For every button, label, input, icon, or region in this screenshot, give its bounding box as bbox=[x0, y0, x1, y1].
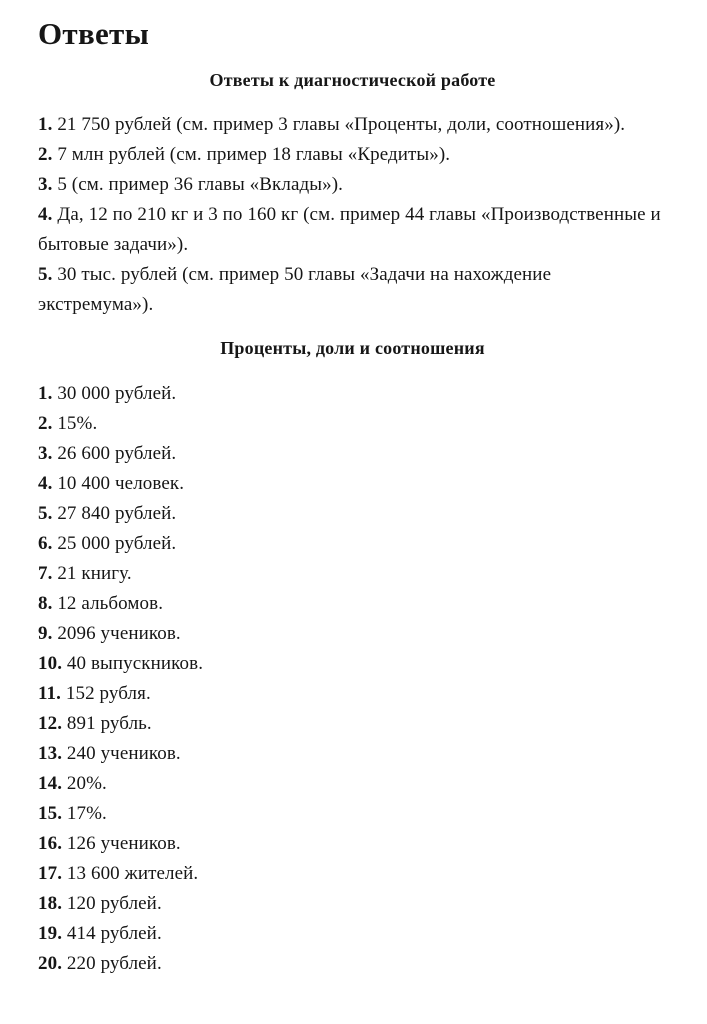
answer-number: 2. bbox=[38, 144, 53, 166]
answer-number: 20. bbox=[38, 952, 63, 974]
answer-number: 13. bbox=[38, 742, 63, 764]
answer-item bbox=[38, 799, 667, 829]
answer-text: 27 840 рублей. bbox=[57, 502, 177, 524]
answer-number: 11. bbox=[38, 682, 62, 704]
answer-text: 21 книгу. bbox=[57, 562, 132, 584]
answer-number: 3. bbox=[38, 174, 53, 196]
answer-item bbox=[38, 409, 667, 439]
answer-number: 6. bbox=[38, 532, 53, 554]
answer-text: Да, 12 по 210 кг и 3 по 160 кг (см. пример 44 главы «Производственные и бытовые задачи»). bbox=[38, 204, 661, 256]
section-heading: Ответы к диагностической работе bbox=[209, 69, 496, 90]
answer-item bbox=[38, 619, 667, 649]
answer-number: 7. bbox=[38, 562, 53, 584]
answer-item bbox=[38, 499, 667, 529]
answer-number: 14. bbox=[38, 772, 63, 794]
answer-number: 3. bbox=[38, 442, 53, 464]
answer-item bbox=[38, 859, 667, 889]
answer-item bbox=[38, 140, 667, 170]
answer-number: 10. bbox=[38, 652, 63, 674]
answer-number: 1. bbox=[38, 114, 53, 136]
answer-item bbox=[38, 709, 667, 739]
answer-item bbox=[38, 919, 667, 949]
answer-item bbox=[38, 829, 667, 859]
answer-item bbox=[38, 889, 667, 919]
answer-item bbox=[38, 469, 667, 499]
answer-item bbox=[38, 559, 667, 589]
answer-number: 17. bbox=[38, 862, 63, 884]
answer-text: 25 000 рублей. bbox=[57, 532, 177, 554]
answer-item bbox=[38, 739, 667, 769]
answer-text: 2096 учеников. bbox=[57, 622, 181, 644]
answers-list bbox=[38, 110, 667, 320]
answer-item bbox=[38, 649, 667, 679]
answer-text: 20%. bbox=[66, 772, 107, 794]
answers-sections bbox=[38, 70, 667, 979]
page-title: Ответы bbox=[38, 16, 150, 51]
answer-text: 220 рублей. bbox=[66, 952, 162, 974]
answer-number: 4. bbox=[38, 472, 53, 494]
answer-item bbox=[38, 679, 667, 709]
answers-section bbox=[38, 70, 667, 321]
answer-number: 15. bbox=[38, 802, 63, 824]
answer-number: 9. bbox=[38, 622, 53, 644]
answer-text: 40 выпускников. bbox=[66, 652, 204, 674]
answer-item bbox=[38, 170, 667, 200]
answers-list bbox=[38, 379, 667, 979]
answer-text: 12 альбомов. bbox=[57, 592, 164, 614]
answer-number: 1. bbox=[38, 382, 53, 404]
answer-text: 5 (см. пример 36 главы «Вклады»). bbox=[57, 174, 343, 196]
answer-text: 17%. bbox=[66, 802, 107, 824]
answer-number: 4. bbox=[38, 204, 53, 226]
answer-text: 414 рублей. bbox=[66, 922, 162, 944]
answer-number: 5. bbox=[38, 264, 53, 286]
answer-number: 18. bbox=[38, 892, 63, 914]
answer-text: 120 рублей. bbox=[66, 892, 162, 914]
section-heading: Проценты, доли и соотношения bbox=[220, 338, 485, 359]
answer-number: 16. bbox=[38, 832, 63, 854]
answer-item bbox=[38, 529, 667, 559]
answer-item bbox=[38, 379, 667, 409]
answers-section bbox=[38, 338, 667, 979]
answer-item bbox=[38, 439, 667, 469]
answer-text: 126 учеников. bbox=[66, 832, 181, 854]
answer-number: 19. bbox=[38, 922, 63, 944]
answer-text: 891 рубль. bbox=[66, 712, 152, 734]
answer-text: 7 млн рублей (см. пример 18 главы «Кредиты»). bbox=[57, 144, 451, 166]
answer-number: 8. bbox=[38, 592, 53, 614]
answer-text: 26 600 рублей. bbox=[57, 442, 177, 464]
answer-item bbox=[38, 589, 667, 619]
answer-text: 240 учеников. bbox=[66, 742, 181, 764]
answer-item bbox=[38, 949, 667, 979]
answer-item bbox=[38, 769, 667, 799]
answer-item bbox=[38, 110, 667, 140]
answer-text: 152 рубля. bbox=[65, 682, 151, 704]
answer-text: 21 750 рублей (см. пример 3 главы «Проценты, доли, соотношения»). bbox=[57, 114, 626, 136]
answer-item bbox=[38, 200, 667, 260]
answer-number: 5. bbox=[38, 502, 53, 524]
answer-text: 15%. bbox=[57, 412, 98, 434]
answer-item bbox=[38, 260, 667, 320]
answer-number: 2. bbox=[38, 412, 53, 434]
answer-text: 10 400 человек. bbox=[57, 472, 185, 494]
answer-text: 30 000 рублей. bbox=[57, 382, 177, 404]
answer-text: 30 тыс. рублей (см. пример 50 главы «Задачи на нахождение экстремума»). bbox=[38, 264, 552, 316]
answer-number: 12. bbox=[38, 712, 63, 734]
answer-text: 13 600 жителей. bbox=[66, 862, 199, 884]
